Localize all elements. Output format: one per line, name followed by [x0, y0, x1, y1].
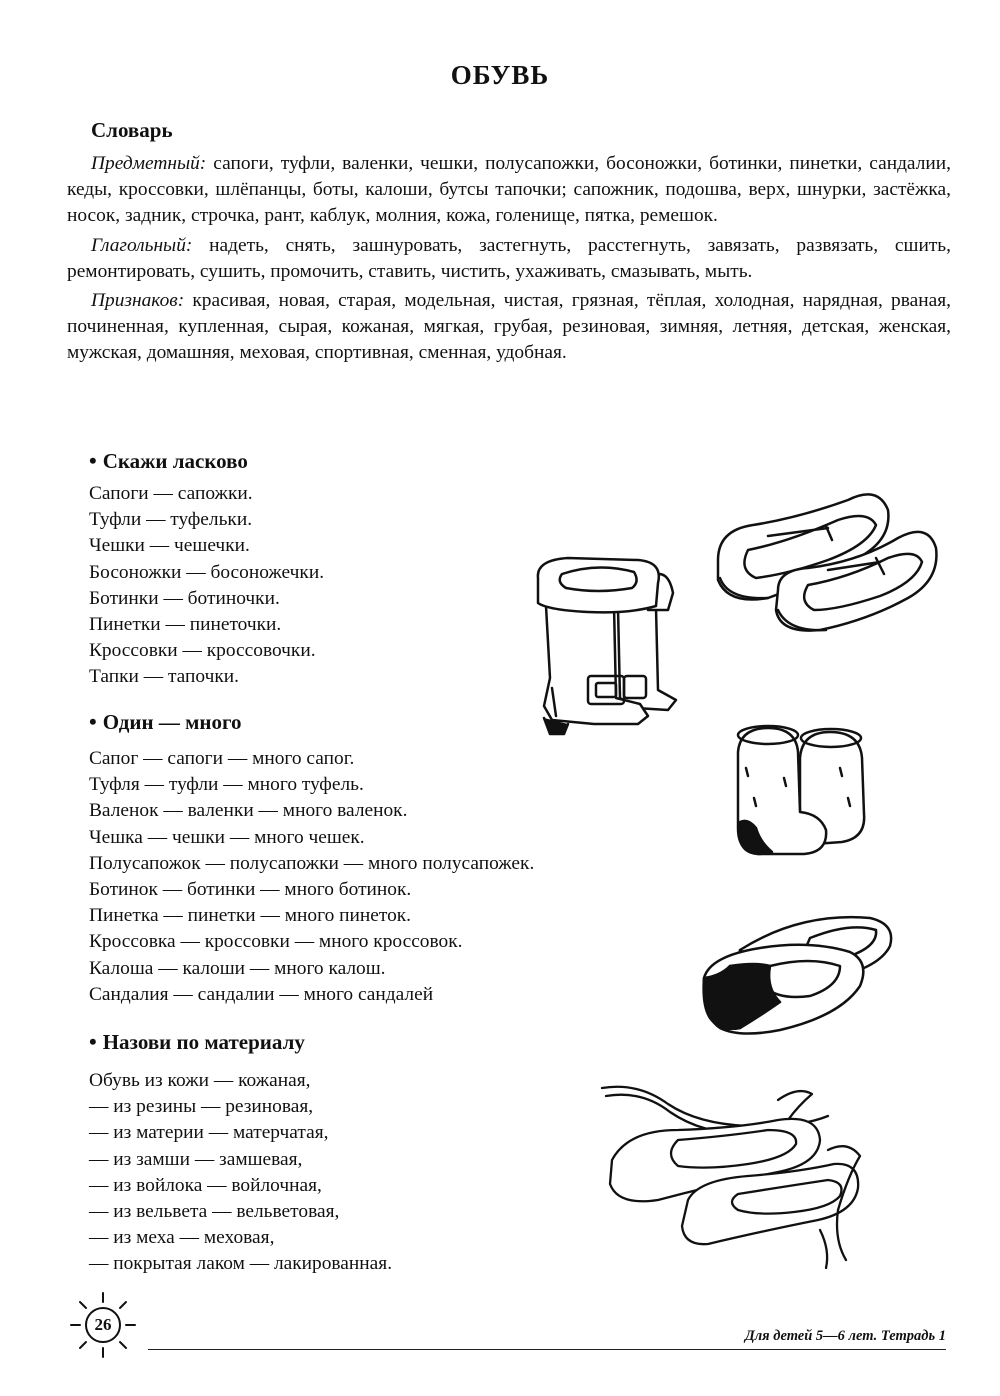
list-item: Туфля — туфли — много туфель.	[89, 774, 364, 796]
vocab-label: Предметный:	[91, 153, 207, 174]
list-item: — из войлока — войлочная,	[89, 1174, 322, 1196]
ballet-pointe-shoes-icon	[598, 1080, 868, 1270]
bullet: •	[89, 1029, 97, 1054]
section-one-many-list	[89, 746, 534, 1008]
list-item: Ботинок — ботинки — много ботинок.	[89, 879, 412, 901]
list-item: Сандалия — сандалии — много сандалей	[89, 983, 434, 1005]
bullet: •	[89, 709, 97, 734]
dictionary-heading: Словарь	[91, 118, 173, 142]
list-item: Полусапожок — полусапожки — много полусапожек.	[89, 852, 535, 874]
vocab-label: Глагольный:	[91, 234, 193, 256]
section-affectionate-list	[89, 481, 324, 691]
list-item: Кроссовка — кроссовки — много кроссовок.	[89, 931, 463, 953]
list-item: Кроссовки — кроссовочки.	[89, 640, 316, 662]
list-item: — из меха — меховая,	[89, 1227, 275, 1249]
section-heading-text: Один — много	[102, 710, 242, 734]
list-item: Обувь из кожи — кожаная,	[89, 1070, 311, 1091]
vocab-text: сапоги, туфли, валенки, чешки, полусапожки, босоножки, ботинки, пинетки, сандалии, кеды, кроссовки, шлёпанцы, боты, калоши, бутсы тапочки; сапожник, подошва, верх, шнурки, застёжка, носок, задник, строчка, рант, каблук, молния, кожа, голенище, пятка, ремешок.	[67, 153, 951, 227]
vocab-paragraph-nouns	[67, 151, 951, 230]
section-material-list	[89, 1068, 392, 1278]
footer-divider	[148, 1349, 946, 1350]
list-item: Пинетка — пинетки — много пинеток.	[89, 905, 412, 927]
list-item: — из замши — замшевая,	[89, 1148, 303, 1170]
list-item: Пинетки — пинеточки.	[89, 614, 282, 636]
vocab-label: Признаков:	[91, 290, 185, 312]
bullet: •	[89, 448, 97, 473]
list-item: — из резины — резиновая,	[89, 1096, 314, 1118]
section-material-heading	[89, 1029, 305, 1055]
list-item: Тапки — тапочки.	[89, 666, 240, 688]
page-title: ОБУВЬ	[450, 60, 550, 90]
dictionary-body	[67, 151, 951, 370]
list-item: Калоша — калоши — много калош.	[89, 957, 386, 979]
page-number-badge	[68, 1290, 138, 1360]
vocab-paragraph-verbs	[67, 233, 951, 285]
list-item: Туфли — туфельки.	[89, 509, 253, 531]
mary-jane-shoes-icon	[708, 470, 948, 640]
list-item: Босоножки — босоножечки.	[89, 561, 325, 583]
footer-caption: Для детей 5—6 лет. Тетрадь 1	[744, 1328, 946, 1344]
vocab-text: надеть, снять, зашнуровать, застегнуть, расстегнуть, завязать, развязать, сшить, ремонтировать, сушить, промочить, ставить, чистить, ухаживать, смазывать, мыть.	[67, 234, 951, 282]
list-item: — из вельвета — вельветовая,	[89, 1201, 340, 1223]
section-heading-text: Назови по материалу	[102, 1030, 305, 1054]
felt-boots-icon	[730, 718, 880, 860]
list-item: — покрытая лаком — лакированная.	[89, 1253, 393, 1275]
section-affectionate-heading	[89, 448, 248, 474]
page-number: 26	[94, 1315, 112, 1334]
list-item: Чешка — чешки — много чешек.	[89, 826, 365, 848]
section-one-many-heading	[89, 709, 242, 735]
boots-icon	[528, 548, 683, 738]
vocab-paragraph-adjectives	[67, 288, 951, 367]
list-item: Сапог — сапоги — много сапог.	[89, 748, 355, 769]
list-item: Сапоги — сапожки.	[89, 483, 253, 504]
section-heading-text: Скажи ласково	[102, 449, 248, 473]
list-item: Валенок — валенки — много валенок.	[89, 800, 408, 822]
list-item: Ботинки — ботиночки.	[89, 587, 280, 609]
vocab-text: красивая, новая, старая, модельная, чистая, грязная, тёплая, холодная, нарядная, рваная, починенная, купленная, сырая, кожаная, мягкая, грубая, резиновая, зимняя, летняя, детская, женская, мужская, домашняя, меховая, спортивная, сменная, удобная.	[67, 290, 951, 364]
slippers-icon	[700, 906, 900, 1046]
list-item: — из материи — матерчатая,	[89, 1122, 329, 1144]
list-item: Чешки — чешечки.	[89, 535, 250, 557]
